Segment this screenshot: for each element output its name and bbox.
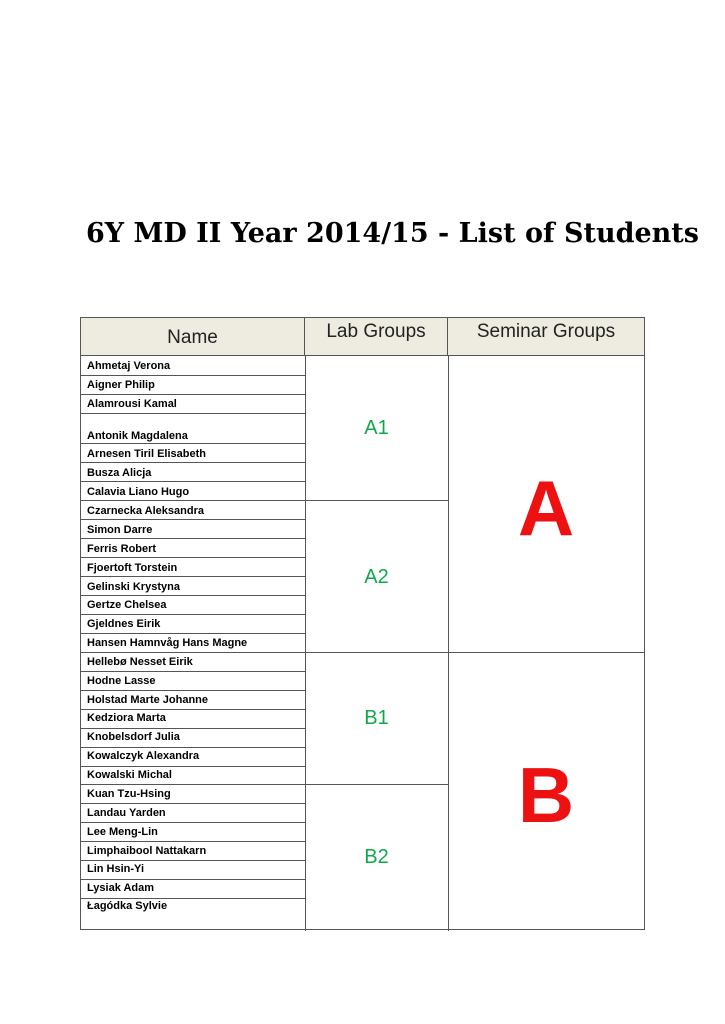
row-divider [81,576,305,577]
student-name: Kowalczyk Alexandra [87,750,200,762]
row-divider [81,538,305,539]
student-name: Holstad Marte Johanne [87,694,209,706]
row-divider [81,841,305,842]
student-name: Landau Yarden [87,807,166,819]
student-name: Lysiak Adam [87,882,155,894]
student-name: Ferris Robert [87,543,157,555]
lab-group-divider [305,652,644,653]
row-divider [81,557,305,558]
column-divider [448,356,449,931]
student-name: Czarnecka Aleksandra [87,505,204,517]
student-name: Busza Alicja [87,467,152,479]
row-divider [81,614,305,615]
student-name: Lee Meng-Lin [87,826,158,838]
header-lab-groups [305,318,448,356]
header-name [81,318,305,356]
lab-group-b2: B2 [364,846,389,868]
row-divider [81,690,305,691]
row-divider [81,481,305,482]
student-name: Gertze Chelsea [87,599,167,611]
row-divider [81,822,305,823]
student-name: Lin Hsin-Yi [87,863,145,875]
row-divider [81,633,305,634]
lab-group-divider [305,500,448,501]
student-name: Hansen Hamnvåg Hans Magne [87,637,248,649]
row-divider [81,413,305,414]
students-table [80,317,645,930]
student-name: Hellebø Nesset Eirik [87,656,193,668]
row-divider [81,671,305,672]
lab-group-b1: B1 [364,707,389,729]
row-divider [81,898,305,899]
row-divider [81,375,305,376]
student-name: Fjoertoft Torstein [87,562,178,574]
lab-group-divider [305,784,448,785]
header-name-label: Name [167,327,218,348]
row-divider [81,595,305,596]
row-divider [81,394,305,395]
student-name: Gjeldnes Eirik [87,618,161,630]
student-name: Calavia Liano Hugo [87,486,190,498]
header-lab-label: Lab Groups [326,321,426,342]
student-name: Hodne Lasse [87,675,156,687]
row-divider [81,443,305,444]
lab-group-a2: A2 [364,566,389,588]
row-divider [81,784,305,785]
row-divider [81,500,305,501]
row-divider [81,652,305,653]
student-name: Aigner Philip [87,379,155,391]
row-divider [81,803,305,804]
student-name: Łagódka Sylvie [87,900,168,912]
header-seminar-groups [448,318,644,356]
seminar-group-b: B [517,751,575,839]
seminar-group-a: A [517,464,575,552]
row-divider [81,860,305,861]
row-divider [81,462,305,463]
student-name: Ahmetaj Verona [87,360,171,372]
student-name: Limphaibool Nattakarn [87,845,207,857]
page-title: 6Y MD II Year 2014/15 - List of Students [86,218,699,249]
student-name: Alamrousi Kamal [87,398,177,410]
row-divider [81,879,305,880]
student-name: Antonik Magdalena [87,430,188,442]
student-name: Simon Darre [87,524,153,536]
row-divider [81,519,305,520]
row-divider [81,709,305,710]
row-divider [81,747,305,748]
student-name: Knobelsdorf Julia [87,731,180,743]
student-name: Gelinski Krystyna [87,581,180,593]
column-divider [305,356,306,931]
student-name: Arnesen Tiril Elisabeth [87,448,207,460]
row-divider [81,728,305,729]
student-name: Kedziora Marta [87,712,166,724]
lab-group-a1: A1 [364,417,389,439]
row-divider [81,766,305,767]
header-seminar-label: Seminar Groups [476,321,616,342]
student-name: Kuan Tzu-Hsing [87,788,171,800]
student-name: Kowalski Michal [87,769,172,781]
